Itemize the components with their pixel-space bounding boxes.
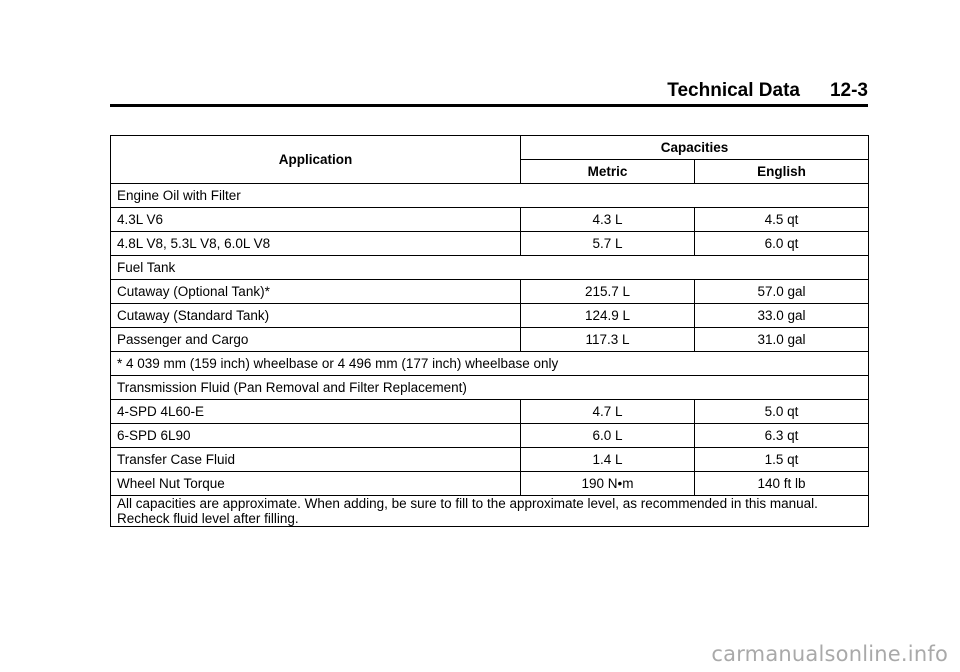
section-row: [111, 256, 869, 280]
table-row: [111, 424, 869, 448]
application-cell: 4-SPD 4L60-E: [111, 400, 521, 424]
section-title-cell: Engine Oil with Filter: [111, 184, 869, 208]
section-row: [111, 376, 869, 400]
table-row: [111, 304, 869, 328]
note-row: [111, 496, 869, 527]
table-row: [111, 208, 869, 232]
english-cell: 31.0 gal: [695, 328, 869, 352]
english-cell: 4.5 qt: [695, 208, 869, 232]
table-row: [111, 328, 869, 352]
english-cell: 33.0 gal: [695, 304, 869, 328]
metric-cell: 124.9 L: [521, 304, 695, 328]
page-number: 12-3: [829, 80, 868, 101]
footnote-row: [111, 352, 869, 376]
metric-cell: 215.7 L: [521, 280, 695, 304]
section-row: [111, 184, 869, 208]
table-row: [111, 472, 869, 496]
metric-cell: 1.4 L: [521, 448, 695, 472]
table-row: [111, 232, 869, 256]
table-header-row: [111, 136, 869, 160]
metric-cell: 4.7 L: [521, 400, 695, 424]
english-cell: 140 ft lb: [695, 472, 869, 496]
application-cell: Transfer Case Fluid: [111, 448, 521, 472]
application-cell: 4.8L V8, 5.3L V8, 6.0L V8: [111, 232, 521, 256]
application-cell: Cutaway (Standard Tank): [111, 304, 521, 328]
application-cell: Passenger and Cargo: [111, 328, 521, 352]
application-cell: 4.3L V6: [111, 208, 521, 232]
watermark: carmanualsonline.info: [711, 642, 948, 666]
column-header-capacities: Capacities: [521, 136, 869, 160]
column-header-english: English: [695, 160, 869, 184]
application-cell: Cutaway (Optional Tank)*: [111, 280, 521, 304]
capacities-note: All capacities are approximate. When adding, be sure to fill to the approximate level, as recommended in this manual. Recheck fluid level after filling.: [111, 496, 869, 527]
english-cell: 5.0 qt: [695, 400, 869, 424]
metric-cell: 5.7 L: [521, 232, 695, 256]
table-row: [111, 280, 869, 304]
section-title-cell: Transmission Fluid (Pan Removal and Filter Replacement): [111, 376, 869, 400]
table-row: [111, 448, 869, 472]
english-cell: 1.5 qt: [695, 448, 869, 472]
metric-cell: 190 N•m: [521, 472, 695, 496]
english-cell: 6.3 qt: [695, 424, 869, 448]
english-cell: 6.0 qt: [695, 232, 869, 256]
column-header-metric: Metric: [521, 160, 695, 184]
application-cell: 6-SPD 6L90: [111, 424, 521, 448]
english-cell: 57.0 gal: [695, 280, 869, 304]
column-header-application: Application: [111, 136, 521, 184]
table-row: [111, 400, 869, 424]
page-header: [110, 80, 868, 107]
metric-cell: 117.3 L: [521, 328, 695, 352]
metric-cell: 6.0 L: [521, 424, 695, 448]
section-title-cell: Fuel Tank: [111, 256, 869, 280]
capacities-table: [110, 135, 869, 527]
application-cell: Wheel Nut Torque: [111, 472, 521, 496]
metric-cell: 4.3 L: [521, 208, 695, 232]
section-title: Technical Data: [667, 80, 800, 101]
wheelbase-footnote: * 4 039 mm (159 inch) wheelbase or 4 496 mm (177 inch) wheelbase only: [111, 352, 869, 376]
